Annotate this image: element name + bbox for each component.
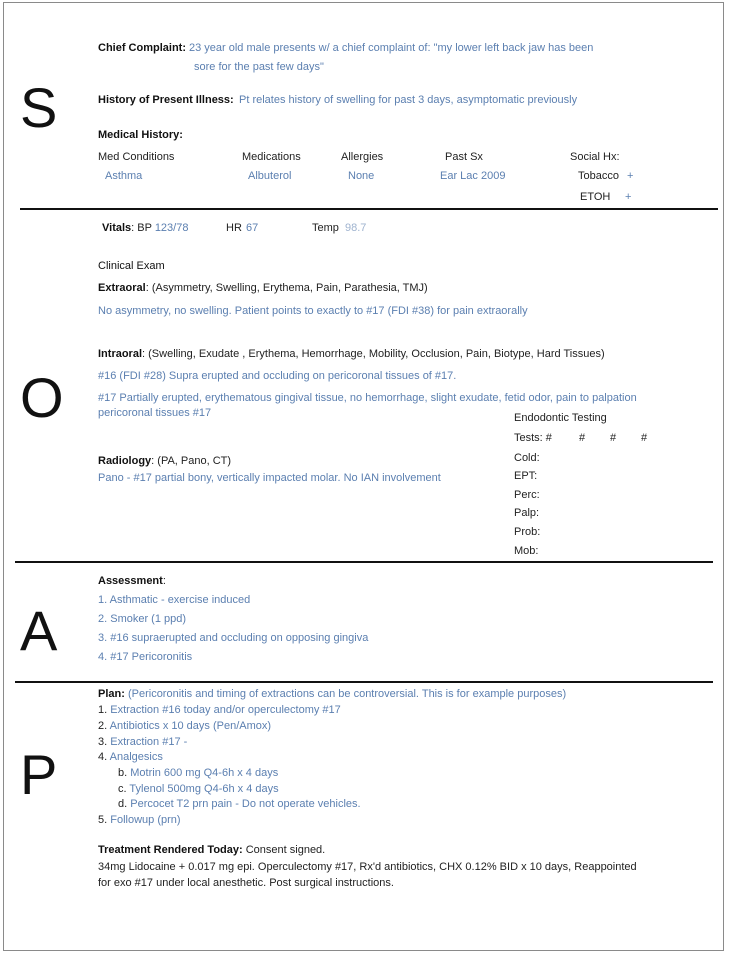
assessment-colon: : xyxy=(162,575,166,587)
med-conditions-value: Asthma xyxy=(105,170,143,182)
endo-mob: Mob: xyxy=(514,545,539,557)
temp-label: Temp xyxy=(312,222,339,234)
endo-tests-label: Tests: # xyxy=(514,432,552,444)
plan-item-3-num: 3. xyxy=(98,736,108,748)
endo-perc: Perc: xyxy=(514,489,540,501)
hpi-label: History of Present Illness: xyxy=(98,94,234,106)
bp-label: : BP xyxy=(131,222,152,234)
endo-ept: EPT: xyxy=(514,470,538,482)
plan-item-3 xyxy=(98,735,187,749)
plan-subitem-c-num: c. xyxy=(118,783,127,795)
extraoral-row xyxy=(98,281,428,295)
assessment-label: Assessment xyxy=(98,575,163,587)
plan-followup-text: Followup (prn) xyxy=(110,814,181,826)
past-sx-header: Past Sx xyxy=(445,151,483,163)
plan-item-4 xyxy=(98,750,163,764)
medical-history-label: Medical History: xyxy=(98,129,183,141)
endo-hash-4: # xyxy=(641,432,648,444)
section-letter-p: P xyxy=(20,743,58,806)
radiology-desc: : (PA, Pano, CT) xyxy=(151,455,232,467)
clinical-exam-heading: Clinical Exam xyxy=(98,260,165,272)
endo-hash-2: # xyxy=(579,432,586,444)
divider-s-o xyxy=(20,208,718,210)
radiology-row xyxy=(98,454,231,468)
plan-subitem-c xyxy=(118,782,279,796)
plan-item-1-text: Extraction #16 today and/or operculectomy #17 xyxy=(110,704,341,716)
medications-header: Medications xyxy=(242,151,301,163)
endo-cold: Cold: xyxy=(514,452,540,464)
chief-complaint-line1: 23 year old male presents w/ a chief complaint of: "my lower left back jaw has been xyxy=(189,42,594,54)
chief-complaint-label: Chief Complaint: xyxy=(98,42,186,54)
extraoral-desc: : (Asymmetry, Swelling, Erythema, Pain, Parathesia, TMJ) xyxy=(145,282,428,294)
radiology-value: Pano - #17 partial bony, vertically impacted molar. No IAN involvement xyxy=(98,472,441,484)
assessment-item-4: 4. #17 Pericoronitis xyxy=(98,651,193,663)
hr-label: HR xyxy=(226,222,242,234)
intraoral-row xyxy=(98,347,605,361)
bp-value: 123/78 xyxy=(154,222,189,234)
allergies-header: Allergies xyxy=(341,151,384,163)
vitals-label: Vitals xyxy=(102,222,132,234)
endo-palp: Palp: xyxy=(514,507,540,519)
past-sx-value: Ear Lac 2009 xyxy=(440,170,506,182)
allergies-value: None xyxy=(348,170,375,182)
section-letter-a: A xyxy=(20,599,58,662)
hpi-value: Pt relates history of swelling for past 3 days, asymptomatic previously xyxy=(239,94,578,106)
assessment-heading xyxy=(98,574,166,588)
intraoral-line1: #16 (FDI #28) Supra erupted and occluding on pericoronal tissues of #17. xyxy=(98,370,457,382)
etoh-value: + xyxy=(625,191,632,203)
plan-item-2-num: 2. xyxy=(98,720,108,732)
plan-item-1-num: 1. xyxy=(98,704,108,716)
plan-item-4-num: 4. xyxy=(98,751,108,763)
plan-subitem-d-text: Percocet T2 prn pain - Do not operate vehicles. xyxy=(130,798,361,810)
med-conditions-header: Med Conditions xyxy=(98,151,175,163)
treatment-value: Consent signed. xyxy=(245,844,326,856)
assessment-item-2: 2. Smoker (1 ppd) xyxy=(98,613,187,625)
plan-item-1 xyxy=(98,703,341,717)
endo-hash-3: # xyxy=(610,432,617,444)
medications-value: Albuterol xyxy=(248,170,292,182)
endo-prob: Prob: xyxy=(514,526,541,538)
extraoral-label: Extraoral xyxy=(98,282,146,294)
plan-subitem-b-num: b. xyxy=(118,767,128,779)
intraoral-desc: : (Swelling, Exudate , Erythema, Hemorrhage, Mobility, Occlusion, Pain, Biotype, Hard Tissues) xyxy=(142,348,605,360)
divider-a-p xyxy=(15,681,713,683)
social-hx-header: Social Hx: xyxy=(570,151,620,163)
section-letter-s: S xyxy=(20,76,58,139)
intraoral-label: Intraoral xyxy=(98,348,143,360)
plan-subitem-d xyxy=(118,797,361,811)
intraoral-line3: pericoronal tissues #17 xyxy=(98,407,212,419)
hr-value: 67 xyxy=(246,222,259,234)
intraoral-line2: #17 Partially erupted, erythematous gingival tissue, no hemorrhage, slight exudate, fetid odor, pain to palpation xyxy=(98,392,637,404)
vitals-row xyxy=(102,221,188,235)
plan-subitem-b xyxy=(118,766,278,780)
divider-o-a xyxy=(15,561,713,563)
chief-complaint-line2: sore for the past few days" xyxy=(194,61,324,73)
plan-subitem-c-text: Tylenol 500mg Q4-6h x 4 days xyxy=(129,783,279,795)
treatment-line2: for exo #17 under local anesthetic. Post surgical instructions. xyxy=(98,877,394,889)
plan-subitem-d-num: d. xyxy=(118,798,128,810)
assessment-item-1: 1. Asthmatic - exercise induced xyxy=(98,594,251,606)
endo-title: Endodontic Testing xyxy=(514,412,607,424)
tobacco-value: + xyxy=(627,170,634,182)
tobacco-label: Tobacco xyxy=(578,170,619,182)
temp-value: 98.7 xyxy=(345,222,367,234)
plan-subitem-b-text: Motrin 600 mg Q4-6h x 4 days xyxy=(130,767,279,779)
section-letter-o: O xyxy=(20,366,64,429)
plan-followup-num: 5. xyxy=(98,814,108,826)
treatment-label: Treatment Rendered Today: xyxy=(98,844,243,856)
plan-item-3-text: Extraction #17 - xyxy=(110,736,188,748)
plan-item-2 xyxy=(98,719,271,733)
assessment-item-3: 3. #16 supraerupted and occluding on opposing gingiva xyxy=(98,632,369,644)
plan-followup xyxy=(98,813,181,827)
plan-note: (Pericoronitis and timing of extractions can be controversial. This is for example purposes) xyxy=(127,688,567,700)
plan-heading xyxy=(98,687,566,701)
plan-item-4-text: Analgesics xyxy=(109,751,163,763)
plan-label: Plan: xyxy=(98,688,125,700)
treatment-heading xyxy=(98,843,325,857)
radiology-label: Radiology xyxy=(98,455,152,467)
etoh-label: ETOH xyxy=(580,191,611,203)
treatment-line1: 34mg Lidocaine + 0.017 mg epi. Operculectomy #17, Rx'd antibiotics, CHX 0.12% BID x 10 days, Reappointed xyxy=(98,861,637,873)
extraoral-value: No asymmetry, no swelling. Patient points to exactly to #17 (FDI #38) for pain extraorally xyxy=(98,305,528,317)
plan-item-2-text: Antibiotics x 10 days (Pen/Amox) xyxy=(109,720,272,732)
